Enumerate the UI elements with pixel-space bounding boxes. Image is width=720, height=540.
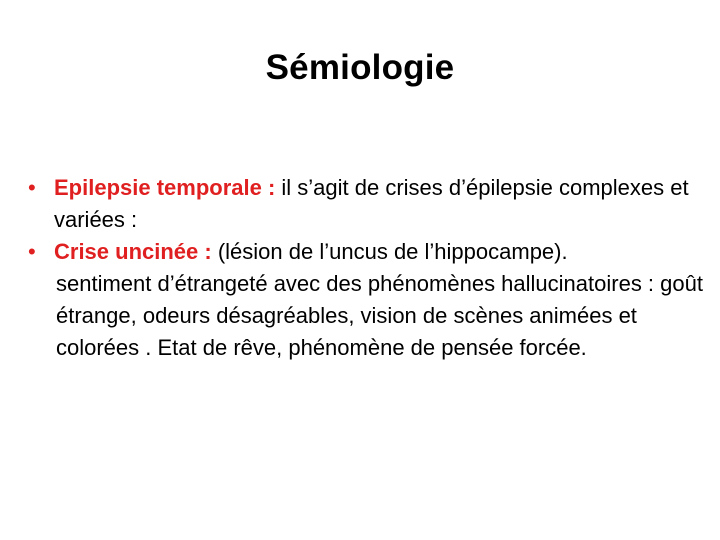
- slide-title: Sémiologie: [265, 48, 455, 87]
- bullet-marker: •: [28, 239, 36, 264]
- bullet-description: (lésion de l’uncus de l’hippocampe).: [217, 239, 568, 264]
- bullet-text: [54, 172, 706, 236]
- bullet-item-epilepsie-temporale: [26, 172, 706, 236]
- bullet-item-crise-uncinee: [26, 236, 706, 268]
- bullet-term: Epilepsie temporale :: [54, 175, 282, 200]
- description-paragraph: sentiment d’étrangeté avec des phénomènes hallucinatoires : goût étrange, odeurs désagréables, vision de scènes animées et colorées . Etat de rêve, phénomène de pensée forcée.: [56, 271, 703, 360]
- bullet-term: Crise uncinée :: [54, 239, 218, 264]
- slide-body: [26, 172, 706, 364]
- bullet-description: il s’agit de crises d’épilepsie complexes et variées :: [54, 175, 689, 232]
- bullet-text: [54, 236, 706, 268]
- bullet-marker: •: [28, 175, 36, 200]
